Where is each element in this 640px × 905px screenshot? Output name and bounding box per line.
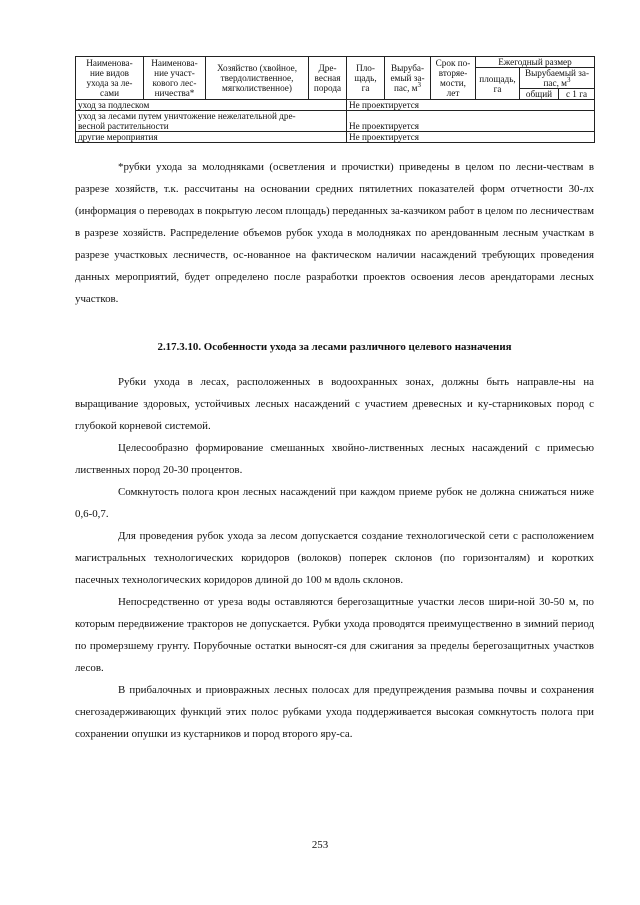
row-status: Не проектируется <box>347 111 595 132</box>
header-care-type: Наименова- ние видов ухода за ле- сами <box>76 57 144 100</box>
row-type: другие мероприятия <box>76 132 347 143</box>
header-repeat-period: Срок по- вторяе- мости, лет <box>431 57 476 100</box>
header-species: Дре- весная порода <box>309 57 347 100</box>
header-per-ha: с 1 га <box>559 89 595 100</box>
row-status: Не проектируется <box>347 132 595 143</box>
header-area: Пло- щадь, га <box>347 57 385 100</box>
paragraph: *рубки ухода за молодняками (осветления и прочистки) приведены в целом по лесни-чествам в разрезе хозяйств, т.к. рассчитаны на основании средних пятилетних показателей форм отчетности 30-лх (информация о переводах в покрытую лесом площадь) переданных за-казчиком работ в целом по лесничествам в разрезе хозяйств. Распределение объемов рубок ухода в молодняках по арендованным лесным участкам в разрезе участковых лесничеств, ос-нованное на фактическом наличии насаждений требующих проведения данных мероприятий, будет определено после разработки проектов освоения лесов арендаторами лесных участков. <box>75 161 594 305</box>
row-status: Не проектируется <box>347 100 595 111</box>
table-row <box>76 111 595 132</box>
paragraph: В прибалочных и приовражных лесных полосах для предупреждения размыва почвы и сохранения снегозадерживающих функций этих полос рубками ухода поддерживается высокая сомкнутость полога при сохранении опушки из кустарников и пород второго яру-са. <box>75 684 594 740</box>
header-economy: Хозяйство (хвойное, твердолиственное, мягколиственное) <box>206 57 309 100</box>
page-number: 253 <box>311 839 329 851</box>
table-row <box>76 100 595 111</box>
paragraph: Для проведения рубок ухода за лесом допускается создание технологической сети с расположением магистральных технологических коридоров (волоков) поперек склонов (по горизонталям) и коротких пасечных технологических коридоров длиной до 100 м вдоль склонов. <box>75 530 594 586</box>
forest-care-table <box>75 56 595 143</box>
header-annual-size: Ежегодный размер <box>476 57 595 68</box>
paragraph: Сомкнутость полога крон лесных насаждений при каждом приеме рубок не должна снижаться ниже 0,6-0,7. <box>75 486 594 520</box>
footnote-text <box>75 156 594 310</box>
section-heading: 2.17.3.10. Особенности ухода за лесами различного целевого назначения <box>157 341 512 353</box>
row-type: уход за лесами путем уничтожение нежелательной дре- весной растительности <box>76 111 347 132</box>
paragraph: Целесообразно формирование смешанных хвойно-лиственных лесных насаждений с примесью лиственных пород 20-30 процентов. <box>75 442 594 476</box>
row-type: уход за подлеском <box>76 100 347 111</box>
paragraph: Рубки ухода в лесах, расположенных в водоохранных зонах, должны быть направле-ны на выращивание здоровых, устойчивых лесных насаждений с участием древесных и ку-старниковых пород с глубокой корневой системой. <box>75 376 594 432</box>
header-harvest-stock: Выруба- емый за- пас, $м^3$ <box>385 57 431 100</box>
header-annual-harvest: Вырубаемый за- пас, $м^3$ <box>520 68 595 89</box>
paragraph: Непосредственно от уреза воды оставляются берегозащитные участки лесов шири-ной 30-50 м, по которым передвижение тракторов не допускается. Рубки ухода проводятся преимущественно в зимний период по промерзшему грунту. Порубочные остатки выносят-ся для сжигания за пределы берегозащитных участков лесов. <box>75 596 594 674</box>
table-row <box>76 132 595 143</box>
header-annual-area: площадь, га <box>476 68 520 100</box>
header-total: общий <box>520 89 559 100</box>
section-body <box>75 371 594 745</box>
header-forestry: Наименова- ние участ- кового лес- ничества* <box>144 57 206 100</box>
